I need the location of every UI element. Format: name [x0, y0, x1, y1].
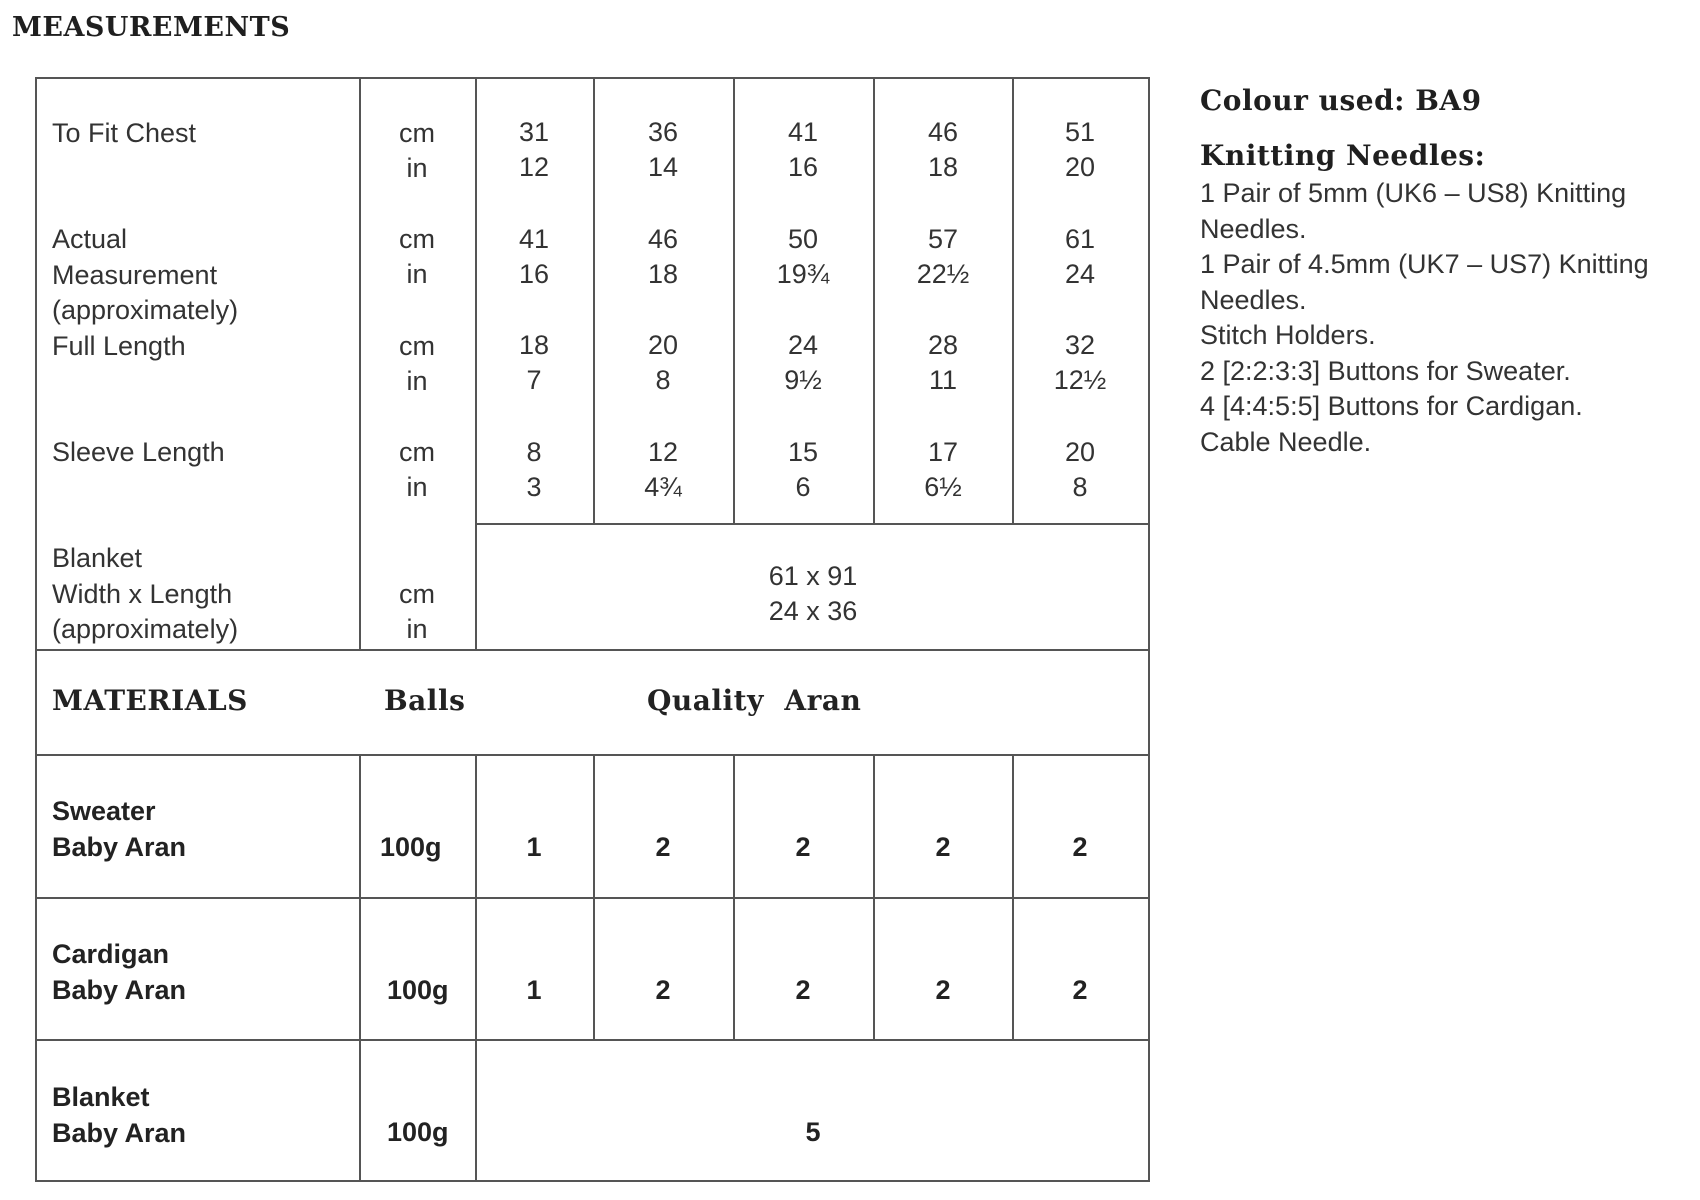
value-cell: [748, 115, 858, 185]
value-in: 20: [1064, 152, 1096, 182]
value-cm: 32: [1064, 330, 1096, 360]
ball-count: 5: [805, 1117, 821, 1147]
value-in: 3: [526, 472, 542, 502]
value-cm: 57: [927, 224, 959, 254]
ball-count: 2: [795, 832, 811, 862]
value-cell: [748, 435, 858, 505]
value-cm: 15: [787, 437, 819, 467]
value-in: 9½: [784, 365, 822, 395]
unit-cell: [387, 116, 447, 186]
label-line: (approximately): [52, 614, 239, 644]
ball-count: 2: [1072, 832, 1088, 862]
grid-line: [37, 1039, 1150, 1041]
label-line: (approximately): [52, 295, 239, 325]
value-in: 7: [526, 365, 542, 395]
grid-line: [873, 79, 875, 524]
needles-list-line: 2 [2:2:3:3] Buttons for Sweater.: [1200, 355, 1571, 386]
label-line: Baby Aran: [52, 1118, 187, 1148]
value-cell: [888, 222, 998, 292]
needles-list-line: Stitch Holders.: [1200, 320, 1376, 350]
needles-list: [1200, 176, 1690, 460]
grid-line: [359, 754, 361, 1182]
info-panel: [1200, 84, 1690, 460]
value-in: 22½: [916, 259, 970, 289]
value-in: 24 x 36: [768, 596, 858, 626]
unit-in: in: [406, 259, 428, 289]
ball-weight: 100g: [380, 832, 442, 862]
unit-in: in: [406, 153, 428, 183]
value-cell: [748, 328, 858, 398]
value-cm: 18: [518, 330, 550, 360]
value-cm: 28: [927, 330, 959, 360]
label-line: Actual: [52, 224, 128, 254]
colour-used: Colour used: BA9: [1200, 84, 1482, 117]
value-in: 14: [647, 152, 679, 182]
value-cm: 61 x 91: [768, 561, 858, 591]
unit-cm: cm: [399, 224, 435, 254]
unit-cell: [387, 329, 447, 399]
unit-cm: cm: [399, 437, 435, 467]
value-in: 4¾: [644, 472, 682, 502]
value-cell: [888, 328, 998, 398]
value-cm: 31: [518, 117, 550, 147]
unit-in: in: [406, 614, 428, 644]
label-line: Baby Aran: [52, 832, 187, 862]
value-cm: 17: [927, 437, 959, 467]
value-cm: 20: [1064, 437, 1096, 467]
measurement-label: [52, 541, 238, 648]
needles-list-line: 1 Pair of 4.5mm (UK7 – US7) Knitting: [1200, 249, 1649, 279]
label-line: Width x Length: [52, 578, 233, 609]
label-line: Baby Aran: [52, 975, 187, 1005]
unit-in: in: [406, 472, 428, 502]
ball-weight: 100g: [387, 1117, 449, 1147]
blanket-dimensions: [663, 559, 963, 629]
grid-line: [37, 649, 1150, 651]
needles-list-line: 4 [4:4:5:5] Buttons for Cardigan.: [1200, 391, 1583, 421]
label-line: Full Length: [52, 331, 186, 361]
value-cm: 41: [787, 117, 819, 147]
value-in: 11: [928, 365, 958, 395]
needles-list-line: Cable Needle.: [1200, 426, 1372, 457]
value-cell: [479, 435, 589, 505]
measurement-label: [52, 116, 196, 152]
value-cell: [888, 115, 998, 185]
ball-count: 2: [935, 975, 951, 1005]
materials-row-label: [52, 793, 186, 865]
knitting-needles-heading: Knitting Needles:: [1200, 139, 1486, 172]
value-in: 12½: [1053, 365, 1107, 395]
value-cell: [608, 222, 718, 292]
grid-line: [733, 79, 735, 524]
value-cell: [1025, 328, 1135, 398]
needles-list-line: Needles.: [1200, 284, 1307, 315]
needles-list-line: Needles.: [1200, 213, 1307, 244]
unit-cm: cm: [399, 331, 435, 361]
ball-count: 2: [655, 832, 671, 862]
unit-cm: cm: [399, 118, 435, 148]
value-cm: 51: [1064, 117, 1096, 147]
value-in: 8: [655, 365, 671, 395]
measurement-label: [52, 329, 186, 365]
value-cell: [479, 222, 589, 292]
label-line: Cardigan: [52, 939, 170, 969]
value-in: 8: [1072, 472, 1088, 502]
unit-cell: [387, 435, 447, 505]
label-line: Sleeve Length: [52, 437, 225, 467]
ball-count: 2: [1072, 975, 1088, 1005]
value-cm: 46: [927, 117, 959, 147]
value-in: 24: [1064, 259, 1096, 289]
balls-heading: Balls: [384, 684, 466, 717]
value-cell: [1025, 222, 1135, 292]
value-cell: [479, 115, 589, 185]
unit-cell: [387, 577, 447, 647]
materials-heading: MATERIALS: [52, 684, 248, 717]
materials-row-label: [52, 1079, 186, 1151]
value-cm: 46: [647, 224, 679, 254]
label-line: Blanket: [52, 1082, 150, 1112]
quality-heading: Quality Aran: [647, 684, 862, 717]
value-cell: [1025, 115, 1135, 185]
value-cm: 24: [787, 330, 819, 360]
value-cm: 61: [1064, 224, 1096, 254]
ball-count: 2: [655, 975, 671, 1005]
value-in: 19¾: [776, 259, 830, 289]
value-cm: 12: [647, 437, 679, 467]
value-cm: 8: [526, 437, 542, 467]
value-cell: [608, 115, 718, 185]
value-cell: [479, 328, 589, 398]
ball-count: 2: [795, 975, 811, 1005]
grid-line: [475, 79, 477, 650]
unit-cell: [387, 222, 447, 292]
value-in: 16: [787, 152, 819, 182]
measurement-label: [52, 222, 238, 329]
value-in: 6: [795, 472, 811, 502]
grid-line: [359, 79, 361, 650]
grid-line: [593, 79, 595, 524]
label-line: Sweater: [52, 796, 156, 826]
label-line: Measurement: [52, 259, 218, 290]
grid-line: [475, 523, 1150, 525]
value-cm: 50: [787, 224, 819, 254]
grid-line: [1012, 79, 1014, 524]
value-cm: 20: [647, 330, 679, 360]
unit-in: in: [406, 366, 428, 396]
value-cell: [888, 435, 998, 505]
value-in: 6½: [924, 472, 962, 502]
grid-line: [475, 754, 477, 1182]
measurement-label: [52, 435, 225, 471]
ball-weight: 100g: [387, 975, 449, 1005]
grid-line: [37, 897, 1150, 899]
ball-count: 2: [935, 832, 951, 862]
materials-row-label: [52, 936, 186, 1008]
value-in: 12: [518, 152, 550, 182]
label-line: To Fit Chest: [52, 118, 197, 148]
unit-cm: cm: [399, 579, 435, 609]
value-cell: [1025, 435, 1135, 505]
ball-count: 1: [526, 975, 542, 1005]
label-line: Blanket: [52, 543, 143, 573]
value-in: 16: [518, 259, 550, 289]
value-cell: [608, 328, 718, 398]
value-cell: [748, 222, 858, 292]
page-title: MEASUREMENTS: [12, 12, 291, 43]
needles-list-line: 1 Pair of 5mm (UK6 – US8) Knitting: [1200, 178, 1627, 208]
value-cm: 36: [647, 117, 679, 147]
measurements-table: [35, 77, 1150, 1182]
ball-count: 1: [526, 832, 542, 862]
value-in: 18: [647, 259, 679, 289]
value-in: 18: [927, 152, 959, 182]
value-cm: 41: [518, 224, 550, 254]
value-cell: [608, 435, 718, 505]
